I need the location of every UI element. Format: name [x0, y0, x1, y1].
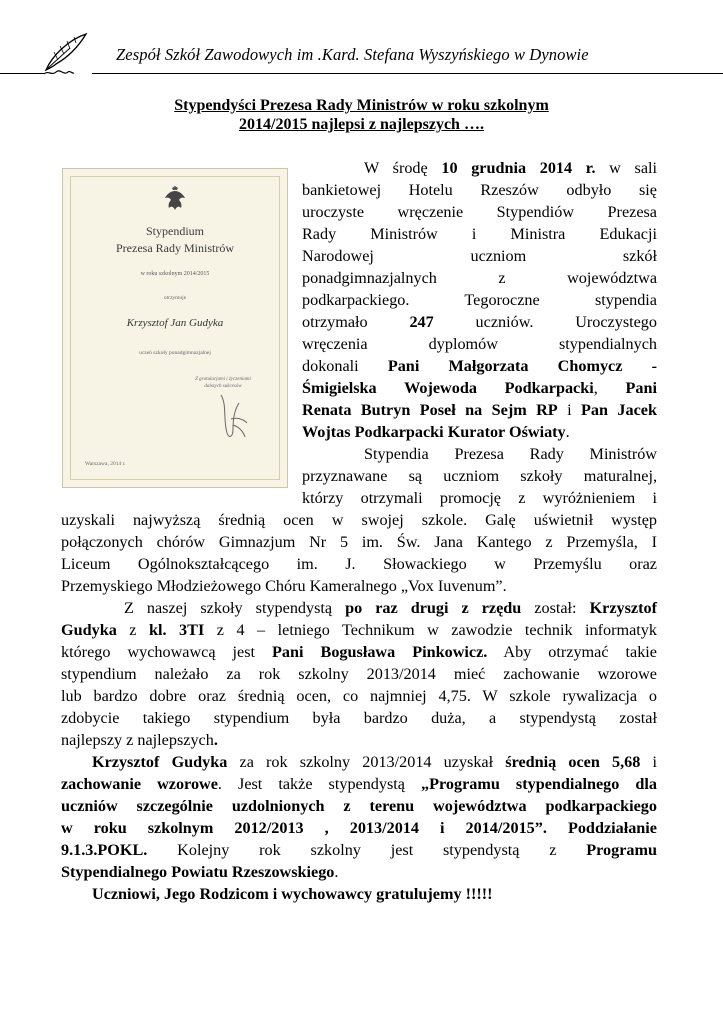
text-line: bankietowej Hotelu Rzeszów odbyło się [302, 181, 657, 199]
text-line: Przemyskiego Młodzieżowego Chóru Kameralnego „Vox Iuvenum”. [61, 577, 507, 595]
certificate-school-year: w roku szkolnym 2014/2015 [140, 271, 210, 277]
text-line: Rady Ministrów i Ministra Edukacji [302, 225, 657, 243]
certificate-wishes-line-1: Z gratulacjami i życzeniami [195, 377, 251, 382]
certificate-school-type: uczeń szkoły ponadgimnazjalnej [139, 350, 211, 356]
text-line: zachowanie wzorowe. Jest także stypendystą „Programu stypendialnego dla [61, 775, 658, 793]
certificate-receives: otrzymuje [163, 295, 187, 301]
text-line: uczniów szczególnie uzdolnionych z terenu województwa podkarpackiego [61, 797, 657, 815]
text-line: najlepszy z najlepszych. [61, 731, 218, 749]
text-line: którego wychowawcą jest Pani Bogusława Pinkowicz. Aby otrzymać takie [61, 643, 657, 661]
text-line: Śmigielska Wojewoda Podkarpacki, Pani [302, 379, 657, 397]
text-line: Uczniowi, Jego Rodzicom i wychowawcy gratulujemy !!!!! [92, 885, 493, 903]
text-line: dokonali Pani Małgorzata Chomycz - [302, 357, 657, 375]
text-line: stypendium należało za rok szkolny 2013/2014 mieć zachowanie wzorowe [61, 665, 657, 683]
text-line: ponadgimnazjalnych z województwa [302, 269, 657, 287]
title-line-2: 2014/2015 najlepsi z najlepszych …. [239, 116, 484, 133]
certificate-wishes-line-2: dalszych sukcesów [204, 384, 242, 389]
text-line: uzyskali najwyższą średnią ocen w swojej szkole. Galę uświetnił występ [61, 511, 657, 529]
certificate-recipient: Krzysztof Jan Gudyka [126, 317, 224, 329]
certificate-heading-1: Stypendium [145, 224, 204, 238]
text-line: którzy otrzymali promocję z wyróżnieniem i [302, 489, 657, 507]
text-line: połączonych chórów Gimnazjum Nr 5 im. Św. Jana Kantego z Przemyśla, I [61, 533, 657, 551]
text-line: uroczyste wręczenie Stypendiów Prezesa [302, 203, 657, 221]
text-line: podkarpackiego. Tegoroczne stypendia [302, 291, 657, 309]
text-line: 9.1.3.POKL. Kolejny rok szkolny jest stypendystą z Programu [61, 841, 657, 859]
certificate-heading-2: Prezesa Rady Ministrów [116, 241, 234, 255]
text-line: Liceum Ogólnokształcącego im. J. Słowackiego w Przemyślu oraz [61, 555, 657, 573]
text-line: otrzymało 247 uczniów. Uroczystego [302, 313, 657, 331]
text-line: Narodowej uczniom szkół [302, 247, 657, 265]
text-line: wręczenia dyplomów stypendialnych [302, 335, 657, 353]
text-line: lub bardzo dobre oraz średnią ocen, co najmniej 4,75. W szkole rywalizacja o [61, 687, 657, 705]
certificate-place-date: Warszawa, 2014 r. [85, 461, 126, 467]
text-line: Renata Butryn Poseł na Sejm RP i Pan Jacek [302, 401, 657, 419]
text-line: W środę 10 grudnia 2014 r. w sali [364, 159, 657, 177]
title-line-1: Stypendyści Prezesa Rady Ministrów w roku szkolnym [174, 97, 549, 114]
text-line: w roku szkolnym 2012/2013 , 2013/2014 i 2014/2015”. Poddziałanie [61, 819, 657, 837]
text-line: Stypendia Prezesa Rady Ministrów [364, 445, 657, 463]
organization-name: Zespół Szkół Zawodowych im .Kard. Stefana Wyszyńskiego w Dynowie [116, 45, 589, 64]
text-line: przyznawane są uczniom szkoły maturalnej, [302, 467, 657, 485]
text-line: Z naszej szkoły stypendystą po raz drugi z rzędu został: Krzysztof [124, 599, 657, 617]
text-line: Gudyka z kl. 3TI z 4 – letniego Technikum w zawodzie technik informatyk [61, 621, 657, 639]
text-line: Wojtas Podkarpacki Kurator Oświaty. [302, 423, 570, 441]
text-line: Krzysztof Gudyka za rok szkolny 2013/2014 uzyskał średnią ocen 5,68 i [92, 753, 658, 771]
text-line: zdobycie takiego stypendium była bardzo duża, a stypendystą został [61, 709, 657, 727]
text-line: Stypendialnego Powiatu Rzeszowskiego. [61, 863, 339, 881]
